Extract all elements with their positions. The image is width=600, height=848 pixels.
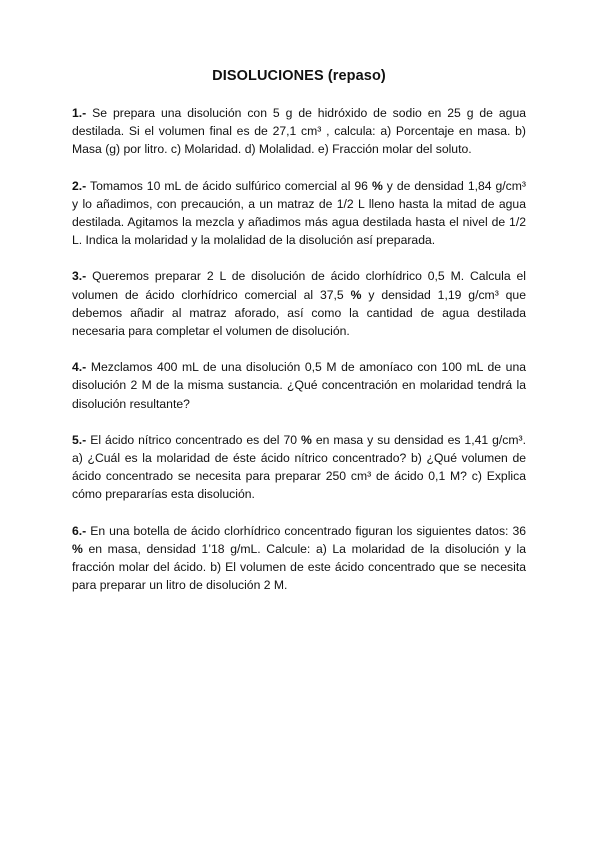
document-page (72, 68, 526, 612)
problem-number: 1.- (72, 106, 87, 120)
problem-number: 4.- (72, 360, 87, 375)
problem-6 (72, 522, 526, 595)
problem-1 (72, 104, 526, 159)
problem-5 (72, 431, 526, 504)
problem-text: y densidad 1,19 g/cm³ que debemos añadir al matraz aforado, así como la cantidad de agua destilada necesaria para completar el volumen de disolución. (72, 287, 526, 339)
problem-text: Mezclamos 400 mL de una disolución 0,5 M de amoníaco con 100 mL de una disolución 2 M de la misma sustancia. ¿Qué concentración en molaridad tendrá la disolución resultante? (72, 360, 527, 411)
problem-number: 5.- (72, 432, 87, 447)
problem-number: 3.- (72, 269, 87, 284)
problem-3 (72, 267, 526, 340)
percent-sign: % (301, 432, 312, 447)
problem-text: En una botella de ácido clorhídrico concentrado figuran los siguientes datos: 36 (90, 523, 526, 538)
problem-text: en masa, densidad 1’18 g/mL. Calcule: a) La molaridad de la disolución y la fracción molar del ácido. b) El volumen de este ácido concentrado que se necesita para preparar un litro de disolución 2 M. (72, 541, 526, 593)
percent-sign: % (350, 287, 362, 302)
document-title: DISOLUCIONES (repaso) (212, 68, 386, 84)
problem-number: 6.- (72, 523, 87, 538)
percent-sign: % (371, 178, 383, 193)
problem-text: y de densidad 1,84 g/cm³ y lo añadimos, con precaución, a un matraz de 1/2 L lleno hasta la mitad de agua destilada. Agitamos la mezcla y añadimos más agua destilada hasta el nivel de 1/2 L. Indica la molaridad y la molalidad de la disolución así preparada. (72, 178, 526, 248)
problem-text: Se prepara una disolución con 5 g de hidróxido de sodio en 25 g de agua destilada. Si el volumen final es de 27,1 cm³ , calcula: a) Porcentaje en masa. b) Masa (g) por litro. c) Molaridad. d) Molalidad. e) Fracción molar del soluto. (72, 106, 526, 157)
problem-4 (72, 358, 526, 413)
problem-number: 2.- (72, 178, 87, 193)
percent-sign: % (72, 541, 83, 556)
problem-2 (72, 177, 526, 250)
problem-text: en masa y su densidad es 1,41 g/cm³. a) ¿Cuál es la molaridad de éste ácido nítrico concentrado? b) ¿Qué volumen de ácido concentrado se necesita para preparar 250 cm³ de ácido 0,1 M? c) Explica cómo prepararías esta disolución. (72, 432, 526, 502)
problem-text: El ácido nítrico concentrado es del 70 (90, 432, 302, 447)
problem-text: Queremos preparar 2 L de disolución de ácido clorhídrico 0,5 M. Calcula el volumen de ácido clorhídrico comercial al 37,5 (72, 269, 527, 302)
problem-text: Tomamos 10 mL de ácido sulfúrico comercial al 96 (90, 178, 372, 193)
